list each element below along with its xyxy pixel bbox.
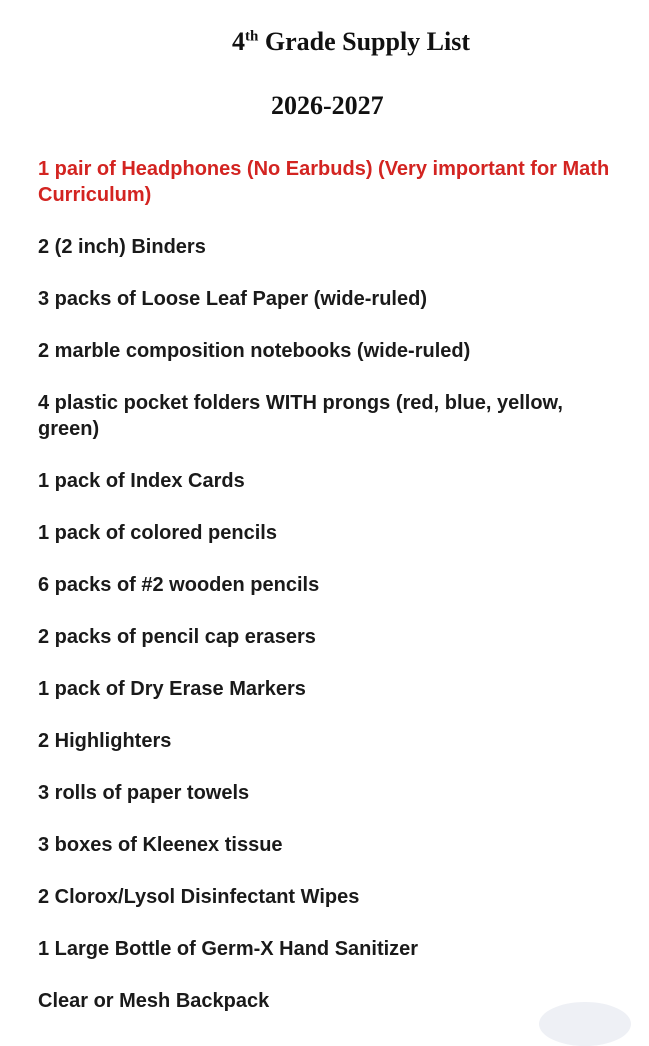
supply-item: 3 rolls of paper towels [38,782,250,804]
supply-item: 3 boxes of Kleenex tissue [38,834,283,856]
title-grade-number: 4 [232,27,245,56]
title-ordinal-suffix: th [245,28,259,45]
title-text: Grade Supply List [258,27,471,56]
supply-item: 2 (2 inch) Binders [38,236,206,258]
supply-item: 2 packs of pencil cap erasers [38,626,316,648]
supply-item: 2 Clorox/Lysol Disinfectant Wipes [38,886,360,908]
supply-item: 1 pack of Dry Erase Markers [38,678,306,700]
page-title [232,24,470,60]
supply-item: 1 pack of colored pencils [38,522,277,544]
supply-item: 1 Large Bottle of Germ-X Hand Sanitizer [38,938,419,960]
supply-item: Clear or Mesh Backpack [38,990,270,1012]
supply-item: 2 Highlighters [38,730,172,752]
supply-list [38,156,628,1040]
supply-item: 6 packs of #2 wooden pencils [38,574,320,596]
supply-item: 1 pair of Headphones (No Earbuds) (Very important for Math Curriculum) [38,158,610,206]
school-year: 2026-2027 [271,91,384,120]
supply-item: 3 packs of Loose Leaf Paper (wide-ruled) [38,288,427,310]
supply-item: 1 pack of Index Cards [38,470,245,492]
supply-item: 4 plastic pocket folders WITH prongs (red, blue, yellow, green) [38,392,563,440]
supply-item: 2 marble composition notebooks (wide-ruled) [38,340,471,362]
corner-overlay-shape [539,1002,631,1046]
